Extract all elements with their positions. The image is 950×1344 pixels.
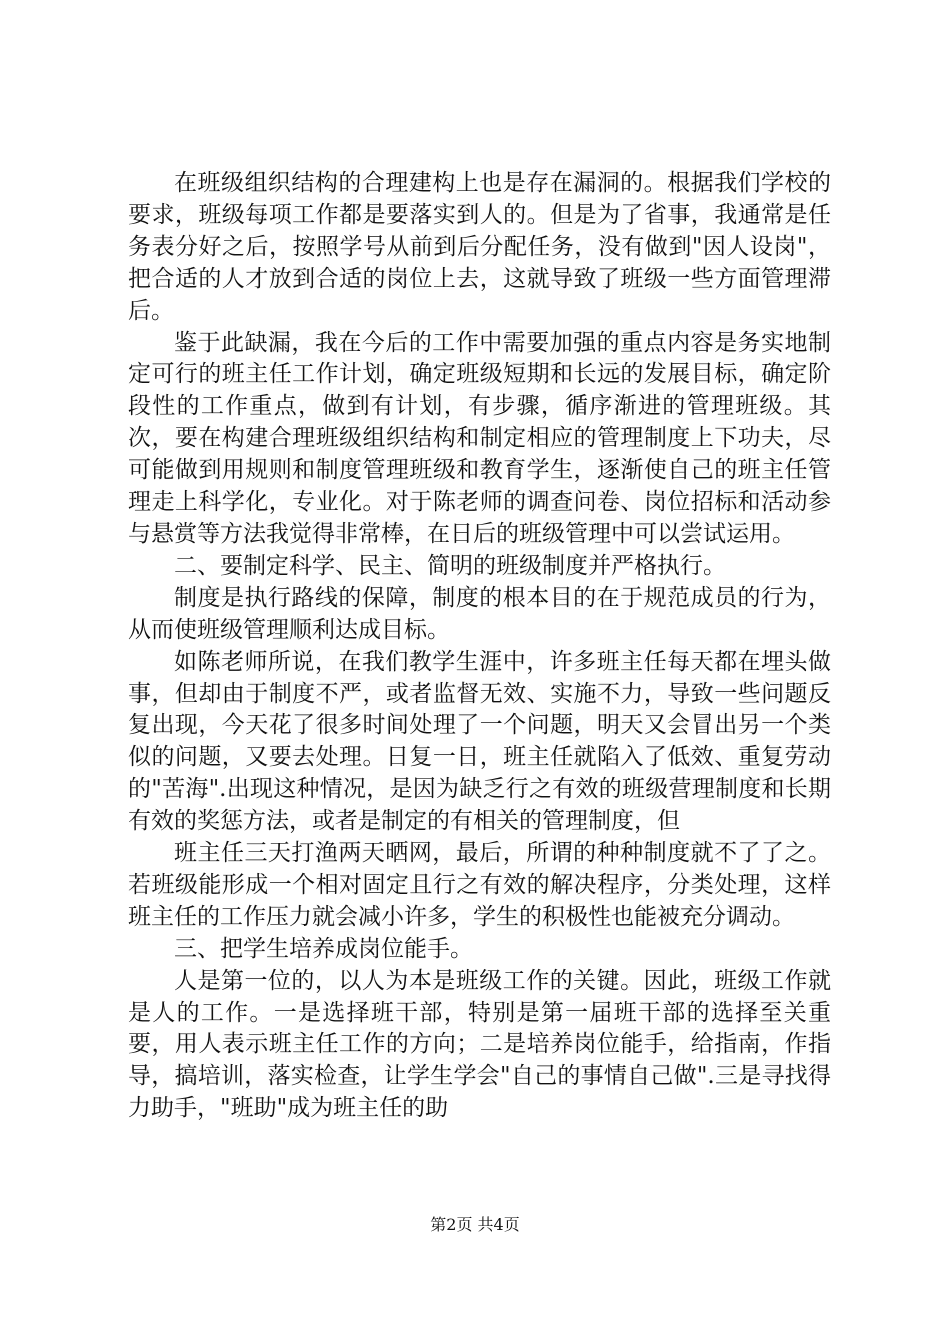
paragraph-improvement-plan: 鉴于此缺漏，我在今后的工作中需要加强的重点内容是务实地制定可行的班主任工作计划，确定班级短期和长远的发展目标，确定阶段性的工作重点，做到有计划，有步骤，循序渐进的管理班级。其次，要在构建合理班级组织结构和制定相应的管理制度上下功夫，尽可能做到用规则和制度管理班级和教育学生，逐渐使自己的班主任管理走上科学化，专业化。对于陈老师的调查问卷、岗位招标和活动参与悬赏等方法我觉得非常棒，在日后的班级管理中可以尝试运用。 [128,329,831,547]
paragraph-teacher-chen: 如陈老师所说，在我们教学生涯中，许多班主任每天都在埋头做事，但却由于制度不严，或者监督无效、实施不力，导致一些问题反复出现，今天花了很多时间处理了一个问题，明天又会冒出另一个类似的问题，又要去处理。日复一日，班主任就陷入了低效、重复劳动的"苦海".出现这种情况，是因为缺乏行之有效的班级营理制度和长期有效的奖惩方法，或者是制定的有相关的管理制度，但 [128,648,831,835]
document-body [128,168,831,1125]
paragraph-org-structure: 在班级组织结构的合理建构上也是存在漏洞的。根据我们学校的要求，班级每项工作都是要落实到人的。但是为了省事，我通常是任务表分好之后，按照学号从前到后分配任务，没有做到"因人设岗"，把合适的人才放到合适的岗位上去，这就导致了班级一些方面管理滞后。 [128,170,831,324]
paragraph-head-teacher: 班主任三天打渔两天晒网，最后，所谓的种种制度就不了了之。若班级能形成一个相对固定且行之有效的解决程序，分类处理，这样班主任的工作压力就会减小许多，学生的积极性也能被充分调动。 [128,840,831,930]
heading-section-three: 三、把学生培养成岗位能手。 [174,935,473,962]
page-number-footer: 第2页 共4页 [430,1215,520,1234]
paragraph-people-first: 人是第一位的，以人为本是班级工作的关键。因此，班级工作就是人的工作。一是选择班干部，特别是第一届班干部的选择至关重要，用人表示班主任工作的方向；二是培养岗位能手，给指南，作指导，搞培训，落实检查，让学生学会"自己的事情自己做".三是寻找得力助手，"班助"成为班主任的助 [128,967,831,1122]
paragraph-system-purpose: 制度是执行路线的保障，制度的根本目的在于规范成员的行为，从而使班级管理顺利达成目标。 [128,584,831,643]
heading-section-two: 二、要制定科学、民主、简明的班级制度并严格执行。 [174,552,726,579]
